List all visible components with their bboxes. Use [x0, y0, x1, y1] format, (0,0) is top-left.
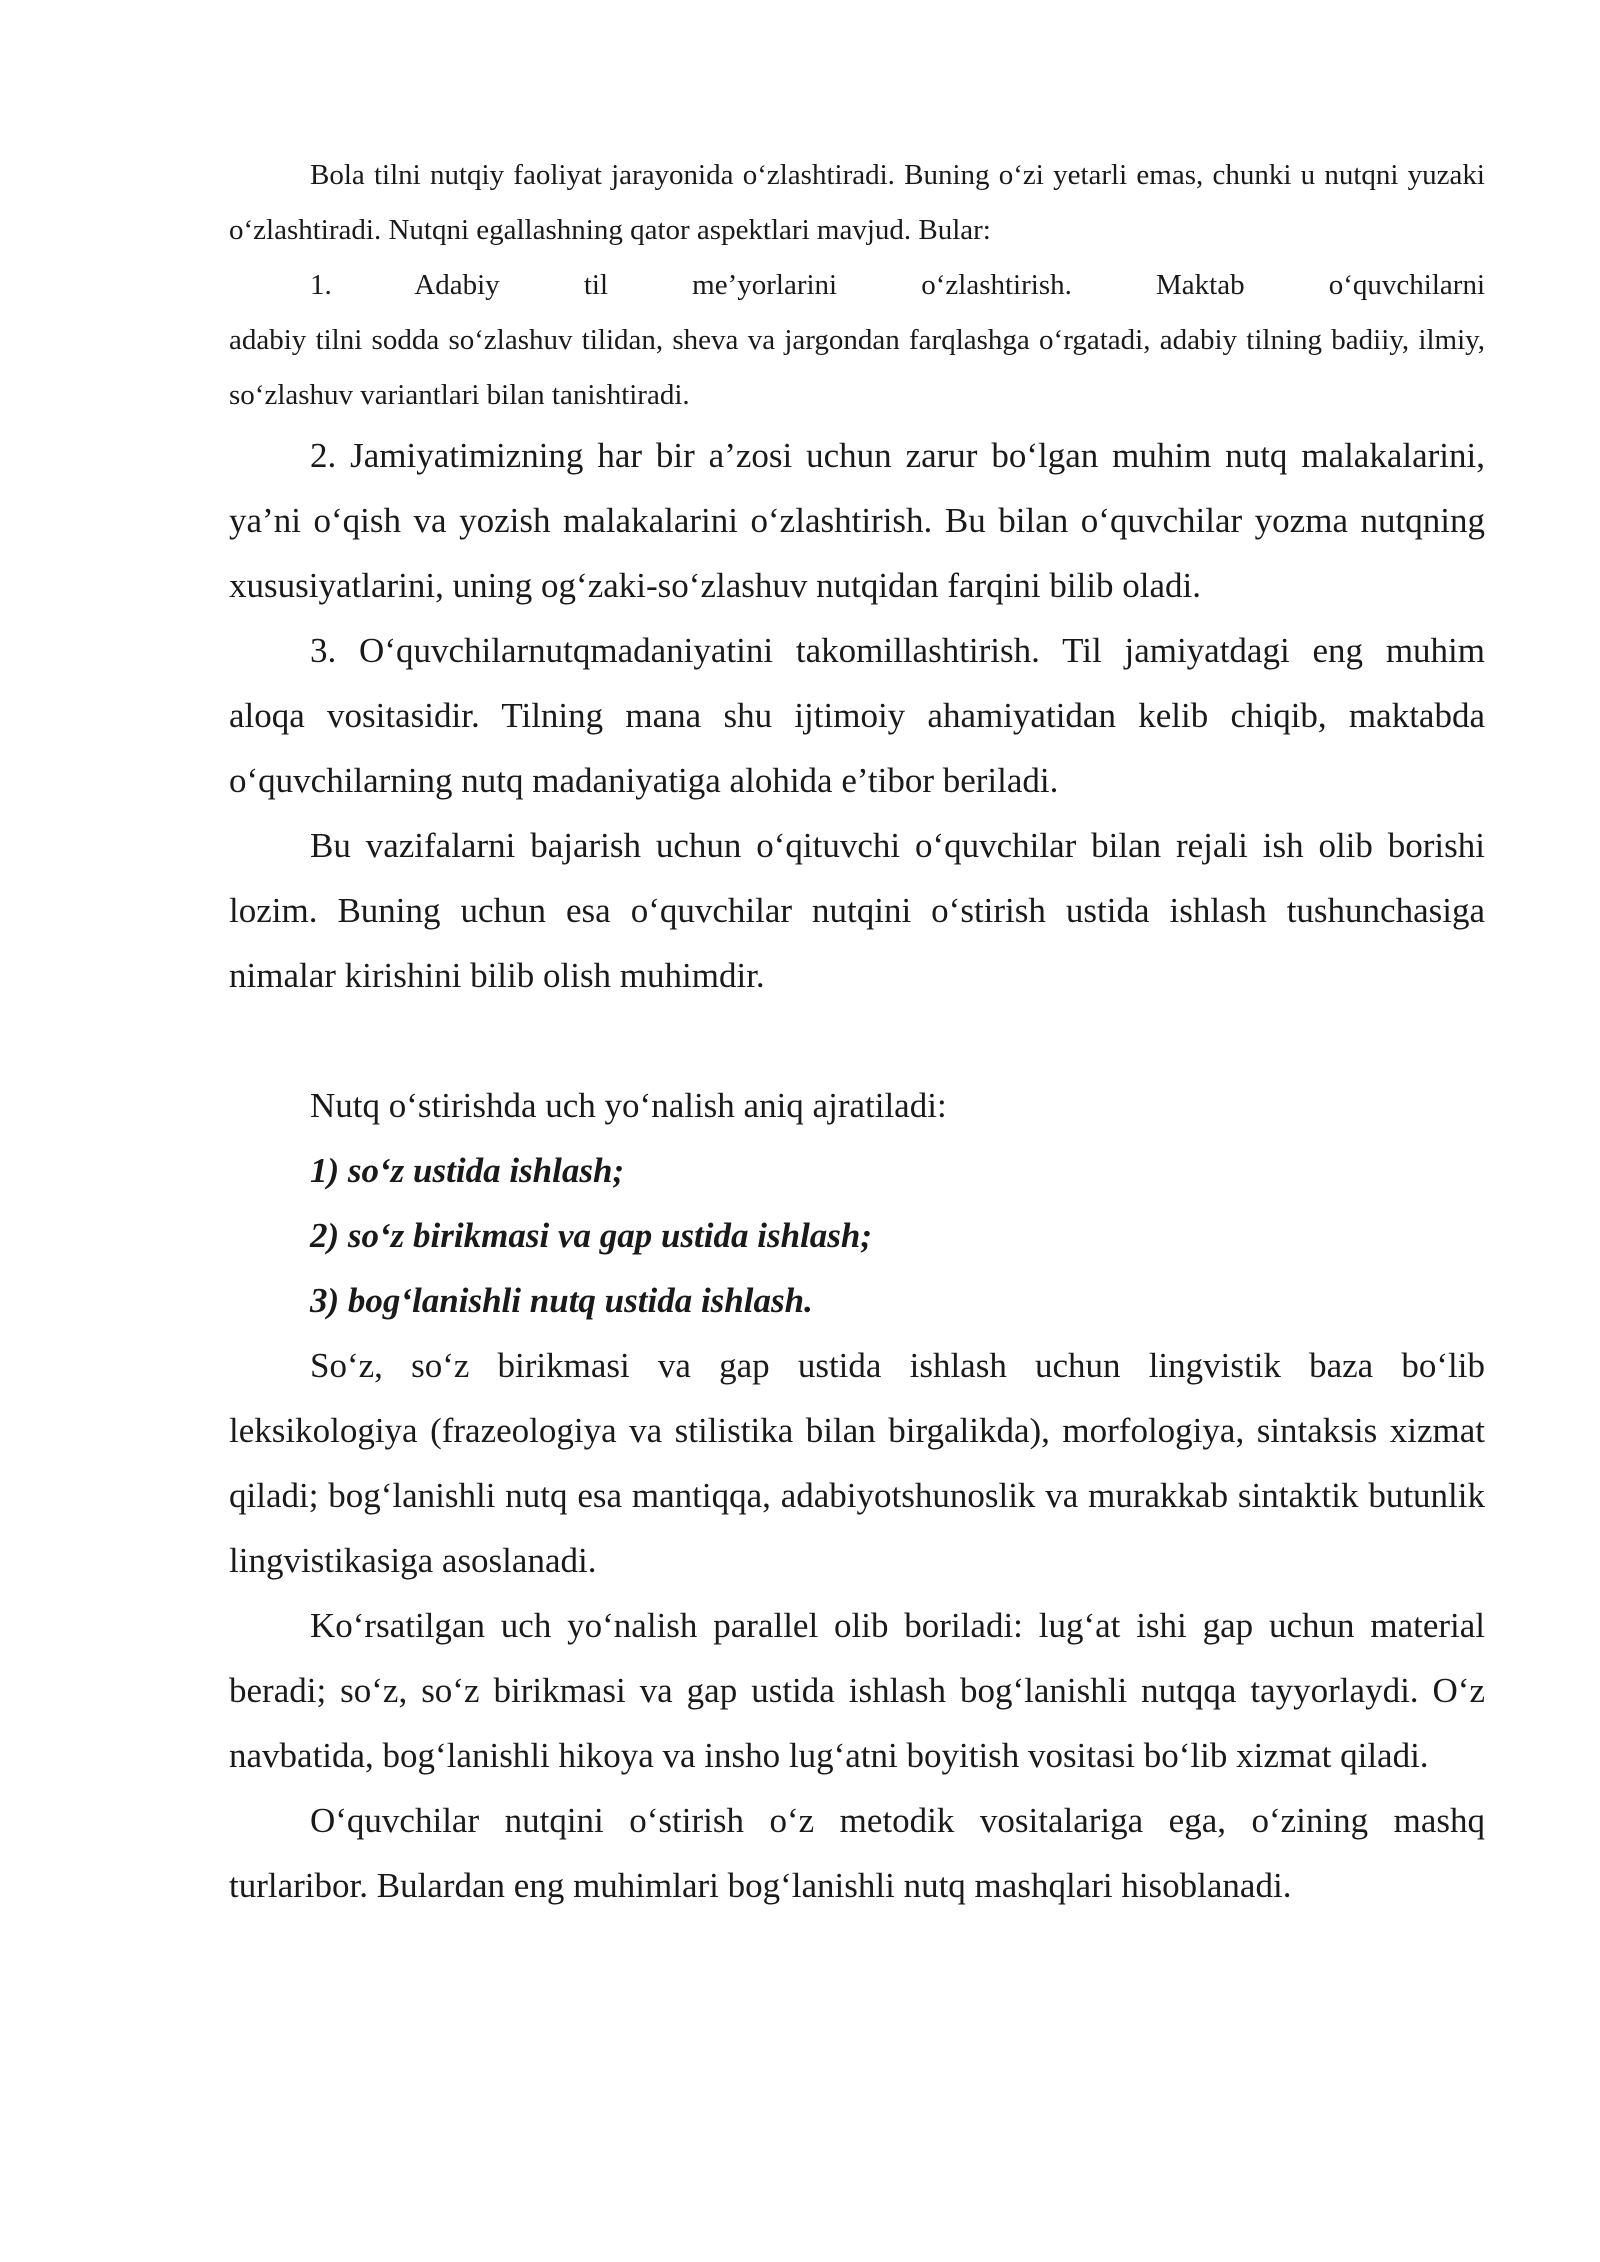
direction-item-3: 3) bog‘lanishli nutq ustida ishlash. — [310, 1281, 813, 1320]
page-content — [229, 148, 1485, 1918]
list-item-1-continuation: adabiy tilni sodda so‘zlashuv tilidan, sheva va jargondan farqlashga o‘rgatadi, adabiy tilning badiiy, ilmiy, so‘zlashuv variantlari bilan tanishtiradi. — [229, 324, 1485, 411]
paragraph-methods: O‘quvchilar nutqini o‘stirish o‘z metodik vositalariga ega, o‘zining mashq turlaribor. Bulardan eng muhimlari bog‘lanishli nutq mashqlari hisoblanadi. — [229, 1801, 1485, 1905]
paragraph-spacer — [229, 1008, 1485, 1073]
direction-item-2: 2) so‘z birikmasi va gap ustida ishlash; — [310, 1216, 873, 1255]
list-item-3: 3. O‘quvchilarnutqmadaniyatini takomillashtirish. Til jamiyatdagi eng muhim aloqa vositasidir. Tilning mana shu ijtimoiy ahamiyatidan kelib chiqib, maktabda o‘quvchilarning nutq madaniyatiga alohida e’tibor beriladi. — [229, 631, 1485, 800]
direction-item-1: 1) so‘z ustida ishlash; — [310, 1151, 625, 1190]
paragraph-linguistic-base: So‘z, so‘z birikmasi va gap ustida ishlash uchun lingvistik baza bo‘lib leksikologiya (frazeologiya va stilistika bilan birgalikda), morfologiya, sintaksis xizmat qiladi; bog‘lanishli nutq esa mantiqqa, adabiyotshunoslik va murakkab sintaktik butunlik lingvistikasiga asoslanadi. — [229, 1346, 1485, 1580]
paragraph-tasks: Bu vazifalarni bajarish uchun o‘qituvchi o‘quvchilar bilan rejali ish olib borishi lozim. Buning uchun esa o‘quvchilar nutqini o‘stirish ustida ishlash tushunchasiga nimalar kirishini bilib olish muhimdir. — [229, 826, 1485, 995]
paragraph-directions-intro: Nutq o‘stirishda uch yo‘nalish aniq ajratiladi: — [310, 1086, 947, 1125]
paragraph-intro: Bola tilni nutqiy faoliyat jarayonida o‘zlashtiradi. Buning o‘zi yetarli emas, chunki u nutqni yuzaki o‘zlashtiradi. Nutqni egallashning qator aspektlari mavjud. Bular: — [229, 159, 1485, 246]
list-item-2: 2. Jamiyatimizning har bir a’zosi uchun zarur bo‘lgan muhim nutq malakalarini, ya’ni o‘qish va yozish malakalarini o‘zlashtirish. Bu bilan o‘quvchilar yozma nutqning xususiyatlarini, uning og‘zaki-so‘zlashuv nutqidan farqini bilib oladi. — [229, 436, 1485, 605]
paragraph-parallel-directions: Ko‘rsatilgan uch yo‘nalish parallel olib boriladi: lug‘at ishi gap uchun material beradi; so‘z, so‘z birikmasi va gap ustida ishlash bog‘lanishli nutqqa tayyorlaydi. O‘z navbatida, bog‘lanishli hikoya va insho lug‘atni boyitish vositasi bo‘lib xizmat qiladi. — [229, 1606, 1485, 1775]
list-item-1-first-line: 1. Adabiy til me’yorlarini o‘zlashtirish. Maktab o‘quvchilarni — [310, 269, 1485, 301]
